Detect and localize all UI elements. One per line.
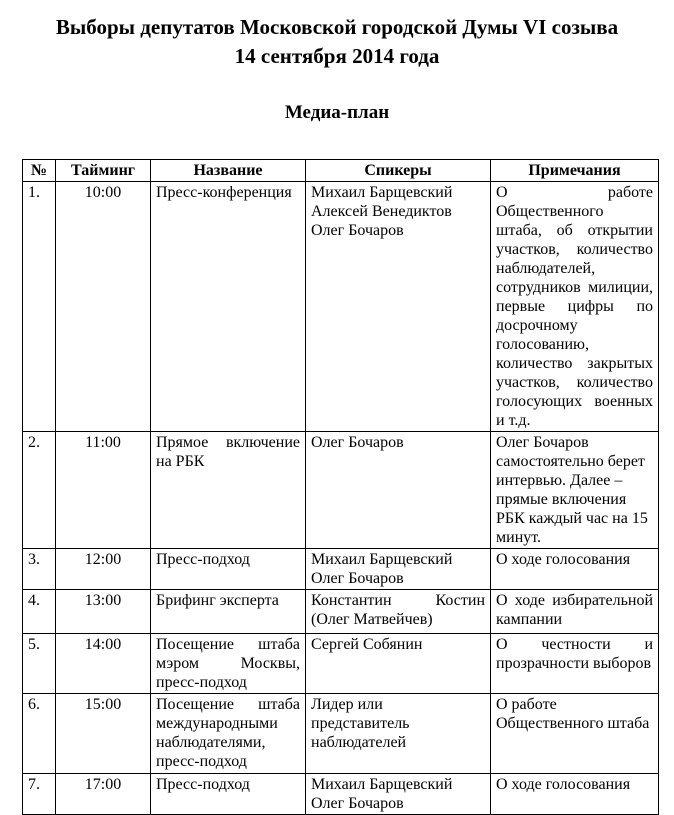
header-cell-timing: Тайминг	[56, 160, 151, 182]
media-plan-table	[22, 159, 659, 815]
speaker-line: Сергей Собянин	[311, 636, 423, 653]
cell-speakers	[306, 694, 491, 774]
header-cell-title: Название	[151, 160, 306, 182]
title-line-2: 14 сентября 2014 года	[234, 44, 440, 68]
cell-speakers	[306, 432, 491, 549]
speaker-line: Олег Бочаров	[311, 795, 404, 812]
cell-title: Пресс-подход	[151, 774, 306, 815]
cell-number: 5.	[23, 634, 56, 694]
speaker-line: Алексей Венедиктов	[311, 203, 452, 220]
cell-title: Прямое включение на РБК	[151, 432, 306, 549]
cell-title: Пресс-конференция	[151, 182, 306, 432]
speaker-line: Михаил Барщевский	[311, 551, 453, 568]
cell-timing: 11:00	[56, 432, 151, 549]
table-row	[23, 774, 659, 815]
cell-title: Брифинг эксперта	[151, 590, 306, 634]
cell-title: Посещение штаба международными наблюдателями, пресс-подход	[151, 694, 306, 774]
cell-notes: О работе Общественного штаба	[491, 694, 659, 774]
cell-timing: 12:00	[56, 549, 151, 590]
cell-speakers	[306, 590, 491, 634]
cell-notes: О работе Общественного штаба, об открытии участков, количество наблюдателей, сотрудников милиции, первые цифры по досрочному голосованию, количество закрытых участков, количество голосующих военных и т.д.	[491, 182, 659, 432]
table-row	[23, 549, 659, 590]
document-subtitle: Медиа-план	[284, 102, 390, 123]
header-cell-speakers: Спикеры	[306, 160, 491, 182]
speaker-line: Олег Бочаров	[311, 434, 404, 451]
speaker-line: Лидер или представитель наблюдателей	[311, 696, 410, 751]
speaker-line: Олег Бочаров	[311, 570, 404, 587]
speaker-line: Олег Бочаров	[311, 222, 404, 239]
cell-speakers	[306, 549, 491, 590]
table-header-row	[23, 160, 659, 182]
cell-number: 3.	[23, 549, 56, 590]
cell-timing: 10:00	[56, 182, 151, 432]
cell-number: 1.	[23, 182, 56, 432]
cell-speakers	[306, 634, 491, 694]
cell-notes: О ходе голосования	[491, 549, 659, 590]
cell-speakers	[306, 774, 491, 815]
table-row	[23, 590, 659, 634]
header-cell-num: №	[23, 160, 56, 182]
cell-timing: 14:00	[56, 634, 151, 694]
speaker-line: Михаил Барщевский	[311, 776, 453, 793]
cell-number: 2.	[23, 432, 56, 549]
cell-timing: 15:00	[56, 694, 151, 774]
speaker-line: Михаил Барщевский	[311, 184, 453, 201]
table-row	[23, 694, 659, 774]
cell-number: 4.	[23, 590, 56, 634]
cell-number: 6.	[23, 694, 56, 774]
table-row	[23, 432, 659, 549]
speaker-line: Константин Костин (Олег Матвейчев)	[311, 592, 485, 628]
table-row	[23, 634, 659, 694]
cell-title: Посещение штаба мэром Москвы, пресс-подход	[151, 634, 306, 694]
cell-notes: О ходе избирательной кампании	[491, 590, 659, 634]
cell-notes: О ходе голосования	[491, 774, 659, 815]
cell-timing: 17:00	[56, 774, 151, 815]
title-line-1: Выборы депутатов Московской городской Думы VI созыва	[55, 15, 619, 39]
cell-notes: Олег Бочаров самостоятельно берет интервью. Далее – прямые включения РБК каждый час на 15 минут.	[491, 432, 659, 549]
cell-number: 7.	[23, 774, 56, 815]
document-title	[0, 13, 674, 71]
cell-title: Пресс-подход	[151, 549, 306, 590]
cell-notes: О честности и прозрачности выборов	[491, 634, 659, 694]
cell-timing: 13:00	[56, 590, 151, 634]
table-row	[23, 182, 659, 432]
cell-speakers	[306, 182, 491, 432]
header-cell-notes: Примечания	[491, 160, 659, 182]
